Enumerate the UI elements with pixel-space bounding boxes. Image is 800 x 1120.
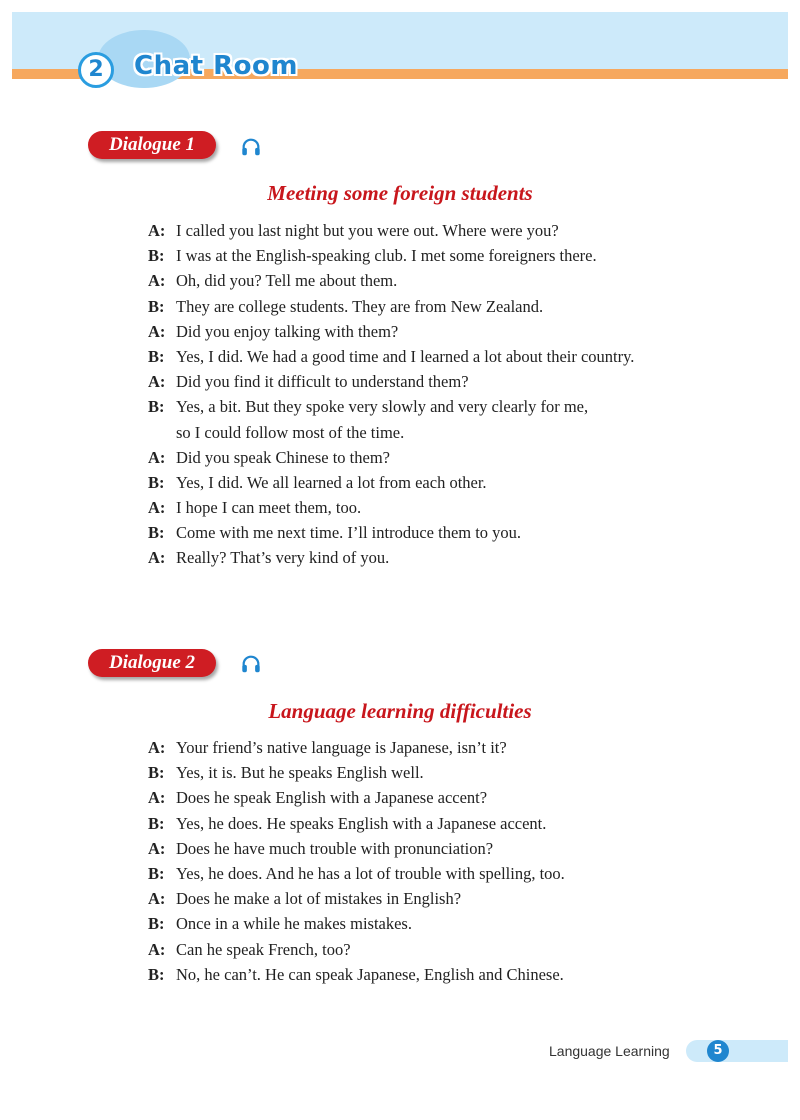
dialogue-line (148, 344, 668, 369)
speaker-label: A: (148, 271, 166, 291)
line-text: Yes, I did. We had a good time and I learned a lot about their country. (176, 346, 635, 366)
line-text: Oh, did you? Tell me about them. (176, 271, 398, 291)
dialogue-line (148, 495, 668, 520)
speaker-label: A: (148, 548, 166, 568)
speaker-label: B: (148, 964, 165, 984)
line-text: Does he make a lot of mistakes in English? (176, 889, 462, 909)
line-text: Your friend’s native language is Japanese, isn’t it? (176, 738, 507, 757)
dialogue-line (148, 911, 668, 936)
speaker-label: B: (148, 397, 165, 417)
dialogue-line (148, 886, 668, 911)
dialogue-line (148, 836, 668, 861)
dialogue-line (148, 760, 668, 785)
line-text: Yes, he does. He speaks English with a Japanese accent. (176, 813, 547, 833)
dialogue-line (148, 294, 668, 319)
line-text: They are college students. They are from New Zealand. (176, 296, 544, 316)
speaker-label: A: (148, 738, 166, 757)
dialogue-line (148, 861, 668, 886)
line-text: Did you enjoy talking with them? (176, 321, 399, 341)
dialogue-line (148, 545, 668, 570)
line-text: Did you find it difficult to understand them? (176, 372, 469, 392)
speaker-label: B: (148, 246, 165, 266)
dialogue-line (148, 937, 668, 962)
line-text: I called you last night but you were out. Where were you? (176, 221, 559, 240)
line-text: Did you speak Chinese to them? (176, 447, 391, 467)
speaker-label: A: (148, 221, 166, 240)
page-number: 5 (707, 1040, 729, 1062)
line-text: Really? That’s very kind of you. (176, 548, 390, 568)
dialogue-2-lines (148, 735, 668, 987)
speaker-label: B: (148, 813, 165, 833)
speaker-label: B: (148, 296, 165, 316)
dialogue-1-title: Meeting some foreign students (267, 181, 533, 205)
dialogue-2-badge: Dialogue 2 (88, 649, 216, 677)
dialogue-2-title: Language learning difficulties (268, 699, 532, 723)
speaker-label: A: (148, 788, 166, 808)
speaker-label: A: (148, 372, 166, 392)
dialogue-line (148, 420, 668, 445)
line-text: Yes, I did. We all learned a lot from each other. (176, 472, 487, 492)
speaker-label: B: (148, 763, 165, 783)
speaker-label: A: (148, 889, 166, 909)
dialogue-1-lines (148, 218, 668, 571)
unit-label: Language Learning (549, 1043, 670, 1059)
line-text: Once in a while he makes mistakes. (176, 914, 412, 934)
speaker-label: A: (148, 321, 166, 341)
speaker-label: A: (148, 838, 166, 858)
dialogue-line (148, 369, 668, 394)
headphones-icon[interactable] (240, 653, 262, 675)
speaker-label: A: (148, 447, 166, 467)
dialogue-line (148, 811, 668, 836)
speaker-label: A: (148, 939, 166, 959)
section-number: 2 (78, 52, 114, 88)
page-tab (686, 1040, 788, 1062)
line-text: Yes, a bit. But they spoke very slowly and very clearly for me, (176, 397, 589, 417)
line-text: Does he have much trouble with pronunciation? (176, 838, 494, 858)
dialogue-line (148, 268, 668, 293)
dialogue-1-badge: Dialogue 1 (88, 131, 216, 159)
speaker-label: B: (148, 863, 165, 883)
speaker-label: B: (148, 914, 165, 934)
headphones-icon[interactable] (240, 136, 262, 158)
dialogue-line (148, 243, 668, 268)
dialogue-line (148, 785, 668, 810)
speaker-label: B: (148, 346, 165, 366)
dialogue-line (148, 394, 668, 419)
line-text: No, he can’t. He can speak Japanese, English and Chinese. (176, 964, 564, 984)
line-text: Can he speak French, too? (176, 939, 351, 959)
dialogue-line (148, 735, 668, 760)
section-title: Chat Room (134, 51, 298, 81)
dialogue-line (148, 218, 668, 243)
speaker-label: A: (148, 498, 166, 518)
dialogue-line (148, 445, 668, 470)
dialogue-line (148, 520, 668, 545)
speaker-label: B: (148, 523, 165, 543)
dialogue-line (148, 470, 668, 495)
line-text: Yes, he does. And he has a lot of trouble with spelling, too. (176, 863, 565, 883)
dialogue-line (148, 962, 668, 987)
speaker-label: B: (148, 472, 165, 492)
line-text: Come with me next time. I’ll introduce them to you. (176, 523, 522, 543)
line-text: Yes, it is. But he speaks English well. (176, 763, 424, 783)
line-text: I was at the English-speaking club. I met some foreigners there. (176, 246, 597, 266)
dialogue-line (148, 319, 668, 344)
line-text: Does he speak English with a Japanese accent? (176, 788, 488, 808)
line-text: I hope I can meet them, too. (176, 498, 362, 518)
line-text: so I could follow most of the time. (176, 422, 405, 442)
